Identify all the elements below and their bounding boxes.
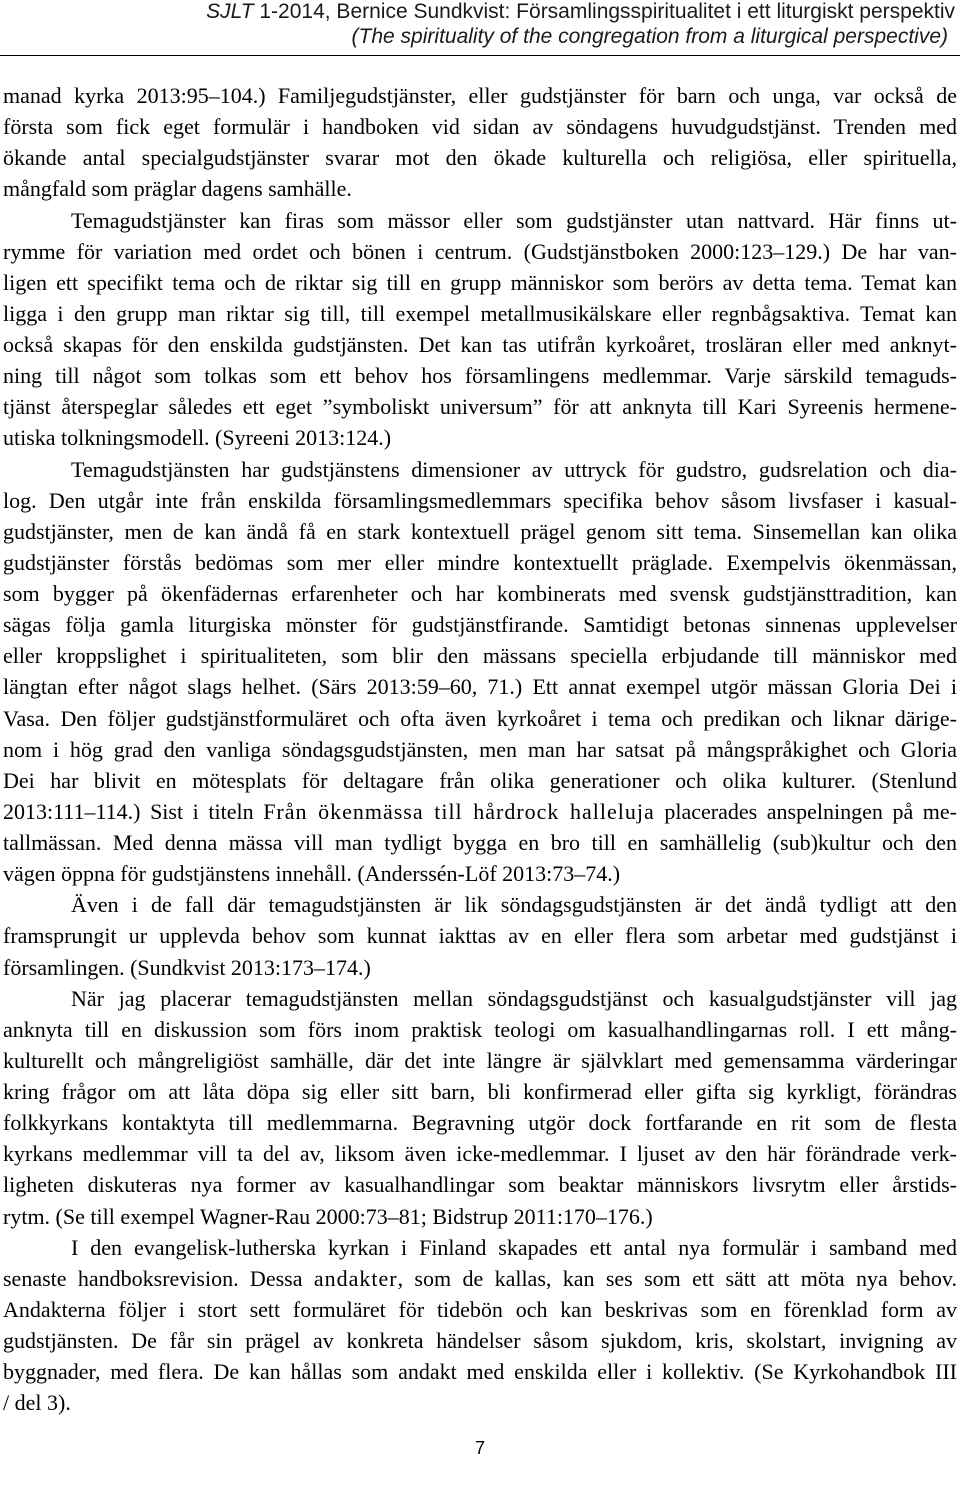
running-header-title xyxy=(206,0,955,25)
paragraph xyxy=(3,205,957,454)
text-line: eller kroppslighet i spiritualiteten, som blir den mässans speciella erbjudande till människor med xyxy=(3,643,957,669)
text-line: Dei har blivit en mötesplats för deltagare från olika generationer och olika kulturer. (Stenlund xyxy=(3,767,957,793)
text-line xyxy=(3,796,957,827)
text-span: senaste handboksrevision. Dessa xyxy=(3,1265,314,1291)
text-line: log. Den utgår inte från enskilda församlingsmedlemmars specifika behov såsom livsfaser i kasual- xyxy=(3,487,957,513)
text-line: ökande antal specialgudstjänster svarar mot den ökade kulturella och religiösa, eller spirituella, xyxy=(3,145,957,171)
text-line: / del 3). xyxy=(3,1390,71,1416)
header-divider xyxy=(0,55,960,56)
text-line: rytm. (Se till exempel Wagner-Rau 2000:73–81; Bidstrup 2011:170–176.) xyxy=(3,1203,653,1229)
text-line: ligga i den grupp man riktar sig till, till exempel metallmusikälskare eller regnbågsaktiva. Temat kan xyxy=(3,300,957,326)
article-body xyxy=(3,80,957,1418)
text-line: byggnader, med flera. De kan hållas som andakt med enskilda eller i kollektiv. (Se Kyrkohandbok III xyxy=(3,1359,957,1385)
paragraph xyxy=(3,1232,957,1419)
text-line: mångfald som präglar dagens samhälle. xyxy=(3,176,352,202)
running-header xyxy=(206,0,955,49)
text-line: Temagudstjänster kan firas som mässor eller som gudstjänster utan nattvard. Här finns ut- xyxy=(71,207,957,233)
text-line: I den evangelisk-lutherska kyrkan i Finland skapades ett antal nya formulär i samband med xyxy=(71,1234,957,1260)
text-line: tjänst återspeglar således ett eget ”symboliskt universum” för att anknyta till Kari Syreenis hermene- xyxy=(3,394,957,420)
text-line: första som fick eget formulär i handboken vid sidan av söndagens huvudgudstjänst. Trenden med xyxy=(3,114,957,140)
emphasized-text: andakter xyxy=(313,1265,398,1291)
text-line: rymme för variation med ordet och bönen i centrum. (Gudstjänstboken 2000:123–129.) De har van- xyxy=(3,238,957,264)
running-header-subtitle: (The spirituality of the congregation from a liturgical perspective) xyxy=(351,24,948,48)
text-line: församlingen. (Sundkvist 2013:173–174.) xyxy=(3,954,371,980)
text-line: ligen ett specifikt tema och de riktar sig till en grupp människor som berörs av detta tema. Temat kan xyxy=(3,269,957,295)
text-line: gudstjänster förstås bedömas som mer eller mindre kontextuellt präglade. Exempelvis ökenmässan, xyxy=(3,549,957,575)
text-line xyxy=(3,1263,957,1294)
text-line: vägen öppna för gudstjänstens innehåll. (Anderssén-Löf 2013:73–74.) xyxy=(3,861,621,887)
text-line: Temagudstjänsten har gudstjänstens dimensioner av uttryck för gudstro, gudsrelation och dia- xyxy=(71,456,957,482)
text-line: kyrkans medlemmar vill ta del av, liksom även icke-medlemmar. I ljuset av den här förändrade verk- xyxy=(3,1141,957,1167)
text-line: anknyta till en diskussion som förs inom praktisk teologi om kasualhandlingarnas roll. I ett mång- xyxy=(3,1016,957,1042)
text-line: manad kyrka 2013:95–104.) Familjegudstjänster, eller gudstjänster för barn och unga, var också de xyxy=(3,83,957,108)
journal-abbreviation: SJLT xyxy=(206,0,254,23)
text-line: ligheten diskuteras nya former av kasualhandlingar som beaktar människors livsrytm eller årstids- xyxy=(3,1172,957,1198)
text-line: folkkyrkans kontaktyta till medlemmarna. Begravning utgör dock fortfarande en rit som de flesta xyxy=(3,1110,957,1136)
page-number: 7 xyxy=(474,1438,485,1458)
issue-author-title: 1-2014, Bernice Sundkvist: Församlingsspiritualitet i ett liturgiskt perspektiv xyxy=(259,0,955,23)
text-line: också skapas för den enskilda gudstjänsten. Det kan tas utifrån kyrkoåret, trosläran eller med anknyt- xyxy=(3,332,957,357)
text-span: , som de kallas, kan ses som ett sätt att möta nya behov. xyxy=(397,1265,958,1291)
text-line: Även i de fall där temagudstjänsten är lik söndagsgudstjänsten är det ändå tydligt att den xyxy=(71,892,957,918)
text-line: som bygger på ökenfädernas erfarenheter och har kombinerats med svensk gudstjänsttradition, kan xyxy=(3,581,957,606)
text-line: längtan efter något slags helhet. (Särs 2013:59–60, 71.) Ett annat exempel utgör mässan Gloria Dei i xyxy=(3,674,957,700)
paragraph xyxy=(3,983,957,1232)
text-span: placerades anspelningen på me- xyxy=(654,798,958,824)
text-line: kulturellt och mångreligiöst samhälle, där det inte längre är självklart med gemensamma värderingar xyxy=(3,1047,957,1073)
text-line: Vasa. Den följer gudstjänstformuläret och ofta även kyrkoåret i tema och predikan och liknar därige- xyxy=(3,705,957,731)
paragraph xyxy=(3,80,957,205)
text-line: sägas följa gamla liturgiska mönster för gudstjänstfirande. Samtidigt betonas sinnenas upplevelser xyxy=(3,612,957,638)
text-line: gudstjänsten. De får sin prägel av konkreta händelser såsom sjukdom, kris, skolstart, invigning av xyxy=(3,1328,957,1353)
text-span: 2013:111–114.) Sist i titeln xyxy=(3,798,264,824)
paragraph xyxy=(3,454,957,890)
text-line: När jag placerar temagudstjänsten mellan söndagsgudstjänst och kasualgudstjänster vill jag xyxy=(71,985,957,1011)
text-line: tallmässan. Med denna mässa vill man tydligt bygga en bro till en samhällelig (sub)kultur och den xyxy=(3,830,957,855)
paragraph xyxy=(3,889,957,982)
emphasized-text: Från ökenmässa till hårdrock halleluja xyxy=(263,798,655,824)
text-line: Andakterna följer i stort sett formuläret för tidebön och kan beskrivas som en förenklad form av xyxy=(3,1296,957,1322)
text-line: kring frågor om att låta döpa sig eller sitt barn, bli konfirmerad eller gifta sig kyrkligt, förändras xyxy=(3,1079,957,1104)
text-line: ning till något som tolkas som ett behov hos församlingens medlemmar. Varje särskild temaguds- xyxy=(3,363,957,389)
text-line: framsprungit ur upplevda behov som kunnat iakttas av en eller flera som arbetar med gudstjänst i xyxy=(3,923,957,949)
text-line: gudstjänster, men de kan ändå få en stark kontextuell prägel genom sitt tema. Sinsemellan kan olika xyxy=(3,518,957,544)
text-line: nom i hög grad den vanliga söndagsgudstjänsten, men man har satsat på mångspråkighet och Gloria xyxy=(3,736,957,762)
text-line: utiska tolkningsmodell. (Syreeni 2013:124.) xyxy=(3,425,392,451)
